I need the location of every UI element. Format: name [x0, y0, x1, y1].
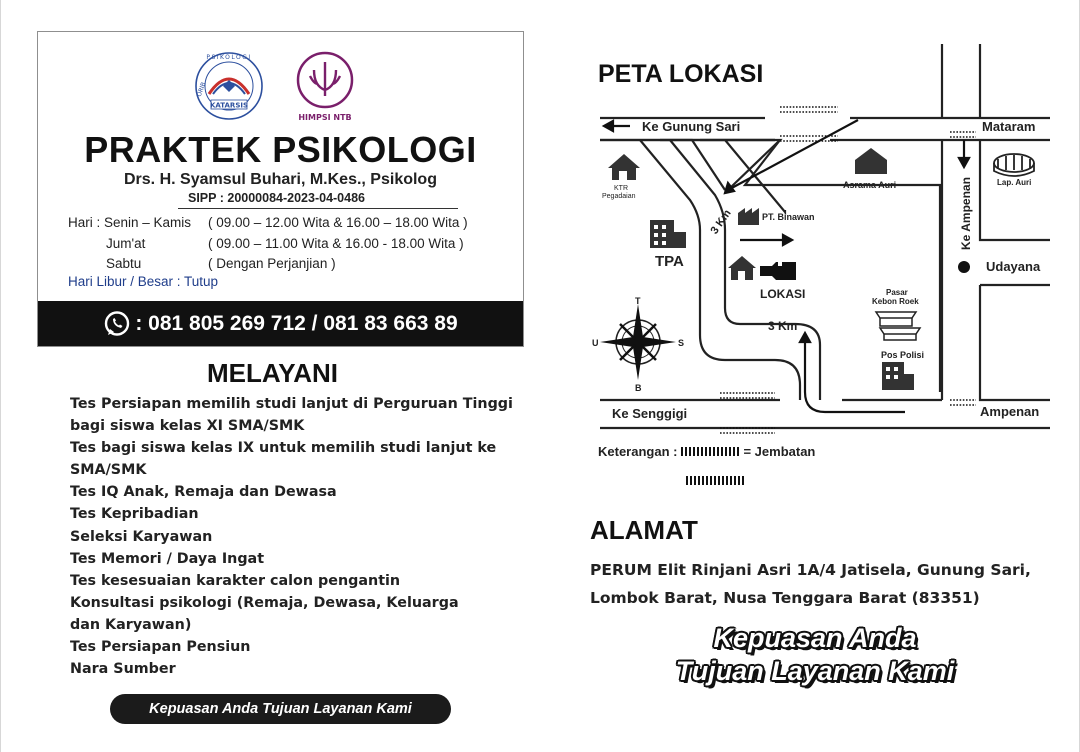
card-title: PRAKTEK PSIKOLOGI	[84, 129, 477, 170]
slogan	[640, 622, 990, 688]
sipp-number: SIPP : 20000084-2023-04-0486	[188, 191, 365, 205]
address-line: Lombok Barat, Nusa Tenggara Barat (83351)	[590, 589, 980, 607]
list-item: Tes Persiapan Pensiun	[70, 639, 251, 656]
label-lokasi: LOKASI	[760, 287, 806, 301]
label-pegadaian: Pegadaian	[602, 193, 636, 200]
building-icon	[855, 148, 887, 174]
compass-t: T	[635, 296, 641, 306]
label-3km-b: 3 Km	[768, 319, 798, 333]
logos	[193, 50, 363, 122]
label-kebon-roek: Kebon Roek	[872, 297, 919, 306]
legend-label: Keterangan :	[598, 444, 678, 459]
hours-time: ( Dengan Perjanjian )	[208, 256, 336, 271]
label-pt-binawan: PT. Binawan	[762, 212, 815, 222]
hours-time: ( 09.00 – 11.00 Wita & 16.00 - 18.00 Wita )	[208, 235, 464, 251]
list-item: dan Karyawan)	[70, 616, 192, 633]
house-icon	[608, 154, 640, 180]
compass-s: S	[678, 338, 685, 348]
office-building-icon	[650, 220, 686, 248]
compass-u: U	[592, 338, 599, 348]
katarsis-ring-text-b: ORIB	[195, 81, 208, 98]
holiday-note: Hari Libur / Besar : Tutup	[68, 274, 219, 289]
label-asrama: Asrama Auri	[843, 180, 897, 190]
label-mataram: Mataram	[982, 119, 1036, 134]
map-legend	[598, 444, 815, 459]
hours-day: Jum'at	[106, 235, 146, 251]
location-map	[580, 40, 1060, 500]
services-list	[70, 393, 513, 680]
list-item: SMA/SMK	[70, 462, 147, 479]
whatsapp-icon	[103, 310, 131, 338]
map-title: PETA LOKASI	[598, 60, 764, 88]
address	[590, 556, 1060, 612]
list-item: Tes Persiapan memilih studi lanjut di Perguruan Tinggi	[70, 396, 513, 412]
address-line: PERUM Elit Rinjani Asri 1A/4 Jatisela, Gunung Sari,	[590, 561, 1031, 579]
slogan-line: Kepuasan Anda	[713, 623, 917, 653]
bridge-symbol	[686, 476, 744, 485]
label-ke-ampenan: Ke Ampenan	[959, 177, 973, 250]
list-item: Tes bagi siswa kelas IX untuk memilih studi lanjut ke	[70, 440, 497, 457]
list-item: Tes kesesuaian karakter calon pengantin	[70, 572, 401, 589]
location-dot	[958, 261, 970, 273]
katarsis-text: KATARSIS	[209, 101, 249, 110]
pointing-hand-icon	[760, 262, 796, 280]
hours-day: Hari : Senin – Kamis	[68, 215, 192, 230]
compass-b: B	[635, 383, 642, 393]
label-pasar: Pasar	[886, 288, 908, 297]
divider	[178, 208, 458, 209]
list-item: Seleksi Karyawan	[70, 528, 213, 545]
slogan-pill: Kepuasan Anda Tujuan Layanan Kami	[110, 694, 451, 724]
hours-day: Sabtu	[106, 256, 142, 271]
label-pos-polisi: Pos Polisi	[881, 350, 925, 360]
label-gunung-sari: Ke Gunung Sari	[642, 119, 741, 134]
slogan-line: Tujuan Layanan Kami	[675, 656, 955, 686]
himpsi-logo	[298, 53, 352, 122]
list-item: Nara Sumber	[70, 661, 176, 678]
label-lap-auri: Lap. Auri	[997, 178, 1032, 187]
phone-bar	[38, 301, 523, 346]
hours-time: ( 09.00 – 12.00 Wita & 16.00 – 18.00 Wita )	[208, 215, 468, 230]
stadium-icon	[994, 154, 1034, 176]
katarsis-logo	[196, 53, 262, 119]
compass-icon	[600, 304, 676, 380]
list-item: Konsultasi psikologi (Remaja, Dewasa, Keluarga	[70, 594, 459, 611]
himpsi-text: HIMPSI NTB	[298, 113, 352, 122]
legend-value: = Jembatan	[743, 444, 816, 459]
label-ktr: KTR	[614, 185, 628, 192]
phone-numbers[interactable]: : 081 805 269 712 / 081 83 663 89	[135, 311, 458, 335]
label-ampenan: Ampenan	[980, 404, 1040, 419]
practitioner-name: Drs. H. Syamsul Buhari, M.Kes., Psikolog	[124, 171, 437, 188]
katarsis-ring-text: PSIKOLOGI	[206, 54, 252, 61]
market-icon	[876, 312, 920, 340]
bridge-symbol	[681, 447, 739, 456]
list-item: bagi siswa kelas XI SMA/SMK	[70, 418, 305, 435]
home-icon	[728, 256, 756, 280]
address-title: ALAMAT	[590, 515, 698, 545]
label-senggigi: Ke Senggigi	[612, 406, 688, 421]
factory-icon	[738, 208, 759, 225]
list-item: Tes IQ Anak, Remaja dan Dewasa	[70, 484, 337, 501]
police-building-icon	[882, 362, 914, 390]
label-udayana: Udayana	[986, 259, 1041, 274]
label-3km-a: 3 Km	[708, 207, 734, 237]
list-item: Tes Memori / Daya Ingat	[70, 550, 265, 567]
list-item: Tes Kepribadian	[70, 506, 199, 523]
business-card	[37, 31, 524, 347]
label-tpa: TPA	[655, 253, 684, 270]
services-title: MELAYANI	[207, 358, 339, 388]
